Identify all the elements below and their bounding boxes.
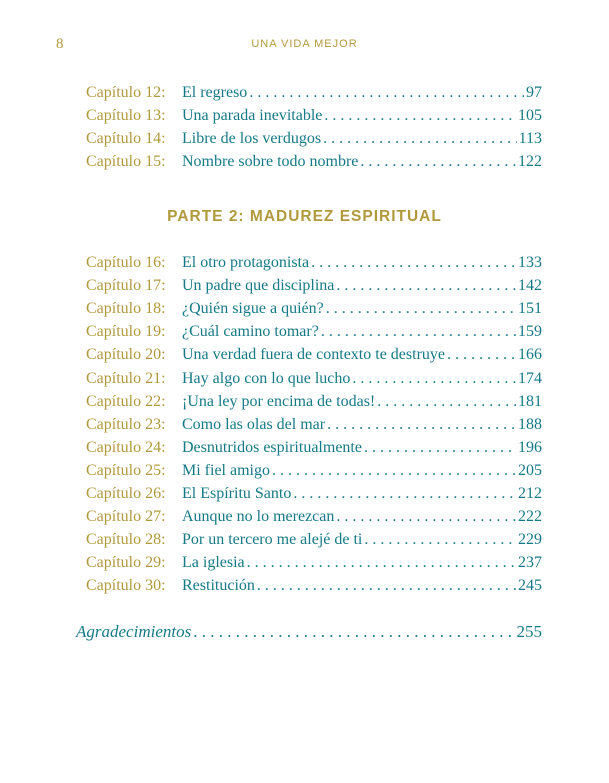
chapter-page-number: 188 [518,415,542,433]
toc-entry-acknowledgments[interactable] [76,620,542,644]
chapter-entry [182,506,542,528]
toc-entry[interactable] [86,275,542,297]
chapter-page-number: 159 [518,323,542,341]
book-title: UNA VIDA MEJOR [251,38,358,50]
chapter-entry [182,128,542,150]
chapter-label: Capítulo 21: [86,369,166,387]
chapter-label: Capítulo 12: [86,84,166,101]
dot-leader [447,344,516,366]
toc-entry[interactable] [86,529,542,551]
dot-leader [321,321,516,343]
chapter-label: Capítulo 23: [86,415,166,433]
dot-leader [293,483,516,505]
toc-entry[interactable] [86,368,542,390]
chapter-title: Una parada inevitable [182,107,323,124]
dot-leader [247,552,516,574]
chapter-label: Capítulo 17: [86,277,166,295]
toc-entry[interactable] [86,321,542,343]
chapter-label: Capítulo 27: [86,508,166,526]
dot-leader [352,368,516,390]
chapter-page-number: 229 [518,531,542,549]
chapter-page-number: 212 [518,485,542,502]
chapter-title: ¿Cuál camino tomar? [182,323,319,341]
chapter-label: Capítulo 13: [86,107,166,124]
chapter-page-number: 237 [518,554,542,572]
chapter-title: Una verdad fuera de contexto te destruye [182,346,445,364]
chapter-label: Capítulo 20: [86,346,166,364]
chapter-entry [182,575,542,597]
chapter-title: Por un tercero me alejé de ti [182,531,363,549]
chapter-entry [182,344,542,366]
acknowledgments-page: 255 [516,622,542,641]
chapter-label: Capítulo 15: [86,153,166,170]
dot-leader [249,82,524,104]
chapter-title: ¿Quién sigue a quién? [182,300,324,318]
chapter-entry [182,437,542,459]
dot-leader [193,620,514,644]
chapter-page-number: 196 [518,438,542,456]
chapter-title: Restitución [182,577,255,595]
chapter-label: Capítulo 30: [86,577,166,595]
toc-entry[interactable] [86,151,542,173]
chapter-title: Libre de los verdugos [182,130,322,147]
dot-leader [257,575,516,597]
chapter-title: El regreso [182,84,248,101]
chapter-page-number: 105 [518,107,542,124]
chapter-title: Nombre sobre todo nombre [182,153,359,170]
dot-leader [326,298,516,320]
chapter-page-number: 245 [518,577,542,595]
chapter-title: El otro protagonista [182,254,310,271]
chapter-entry [182,460,542,482]
dot-leader [272,460,516,482]
chapter-entry [182,368,542,390]
chapter-entry [182,298,542,320]
chapter-entry [182,391,542,413]
toc-entry[interactable] [86,82,542,104]
dot-leader [336,275,516,297]
chapter-page-number: 142 [518,277,542,295]
chapter-entry [182,275,542,297]
dot-leader [364,437,516,459]
chapter-entry [182,82,542,104]
dot-leader [324,105,516,127]
chapter-page-number: 97 [526,84,542,101]
chapter-entry [182,529,542,551]
page-number: 8 [56,36,64,52]
chapter-page-number: 181 [518,392,542,410]
dot-leader [311,252,516,274]
chapter-entry [182,105,542,127]
chapter-label: Capítulo 14: [86,130,166,147]
part-heading: PARTE 2: MADUREZ ESPIRITUAL [167,208,442,225]
dot-leader [327,414,516,436]
dot-leader [336,506,516,528]
toc-entry[interactable] [86,128,542,150]
chapter-label: Capítulo 18: [86,300,166,318]
acknowledgments-title: Agradecimientos [76,622,192,641]
chapter-title: Un padre que disciplina [182,277,335,295]
chapter-label: Capítulo 28: [86,531,166,549]
toc-entry[interactable] [86,414,542,436]
running-head [0,36,609,56]
toc-entry[interactable] [86,437,542,459]
toc-entry[interactable] [86,344,542,366]
chapter-title: Desnutridos espiritualmente [182,438,362,456]
chapter-title: El Espíritu Santo [182,485,292,502]
chapter-label: Capítulo 22: [86,392,166,410]
toc-entry[interactable] [86,483,542,505]
chapter-entry [182,252,542,274]
chapter-page-number: 166 [518,346,542,364]
chapter-title: Como las olas del mar [182,415,326,433]
chapter-title: La iglesia [182,554,245,572]
chapter-label: Capítulo 24: [86,438,166,456]
chapter-title: Hay algo con lo que lucho [182,369,351,387]
chapter-page-number: 205 [518,461,542,479]
chapter-page-number: 133 [518,254,542,271]
chapter-title: ¡Una ley por encima de todas! [182,392,376,410]
dot-leader [364,529,516,551]
chapter-title: Mi fiel amigo [182,461,270,479]
chapter-page-number: 222 [518,508,542,526]
chapter-entry [182,321,542,343]
toc-entry[interactable] [86,552,542,574]
dot-leader [360,151,516,173]
toc-entry[interactable] [86,105,542,127]
chapter-label: Capítulo 26: [86,485,166,502]
chapter-entry [182,552,542,574]
chapter-page-number: 122 [518,153,542,170]
chapter-entry [182,151,542,173]
toc-entry[interactable] [86,252,542,274]
toc-entry[interactable] [86,506,542,528]
toc-entry[interactable] [86,298,542,320]
chapter-entry [182,483,542,505]
chapter-entry [182,414,542,436]
chapter-label: Capítulo 16: [86,254,166,271]
chapter-title: Aunque no lo merezcan [182,508,335,526]
chapter-page-number: 113 [518,130,542,147]
chapter-label: Capítulo 19: [86,323,166,341]
toc-entry[interactable] [86,575,542,597]
chapter-label: Capítulo 25: [86,461,166,479]
dot-leader [323,128,517,150]
dot-leader [377,391,516,413]
toc-entry[interactable] [86,391,542,413]
chapter-page-number: 151 [518,300,542,318]
chapter-page-number: 174 [518,369,542,387]
toc-entry[interactable] [86,460,542,482]
chapter-label: Capítulo 29: [86,554,166,572]
